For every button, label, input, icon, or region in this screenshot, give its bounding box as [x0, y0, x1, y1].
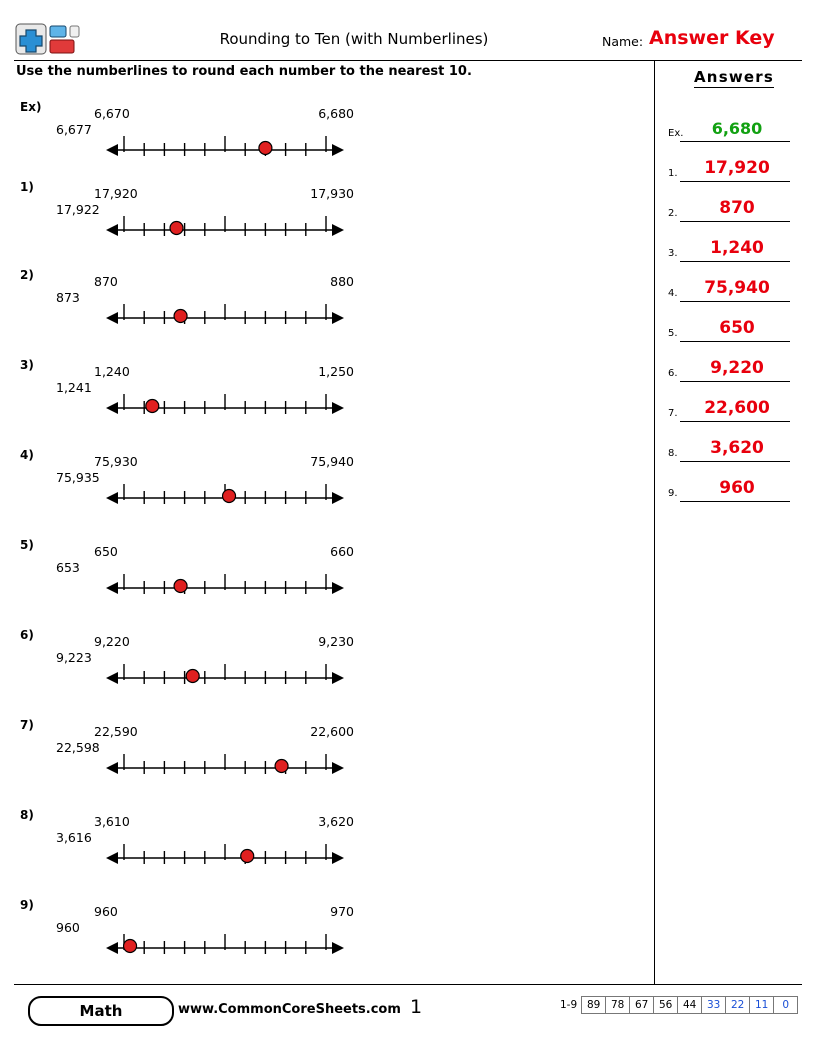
answer-number: 4.: [668, 288, 678, 299]
numberline-right-label: 1,250: [318, 364, 354, 379]
answer-underline: [680, 141, 790, 142]
number-line: [94, 186, 354, 242]
numberline-point: [275, 760, 288, 773]
numberline-left-label: 650: [94, 544, 118, 559]
numberline-right-label: 75,940: [310, 454, 354, 469]
numberline-right-label: 970: [330, 904, 354, 919]
answer-number: 2.: [668, 208, 678, 219]
numberline-left-label: 3,610: [94, 814, 130, 829]
numberline-right-label: 6,680: [318, 106, 354, 121]
answer-row: [668, 304, 790, 342]
problem-item: [18, 898, 378, 978]
answer-underline: [680, 381, 790, 382]
page-number: 1: [410, 996, 423, 1018]
numberline-axis: [94, 558, 354, 614]
answer-underline: [680, 221, 790, 222]
number-line: [94, 904, 354, 960]
number-line: [94, 454, 354, 510]
answer-row: [668, 424, 790, 462]
numberline-axis: [94, 120, 354, 176]
plus-blocks-logo-icon: [14, 22, 92, 58]
problem-value: 960: [56, 920, 80, 935]
answer-number: 3.: [668, 248, 678, 259]
numberline-point: [259, 142, 272, 155]
answer-row: [668, 264, 790, 302]
answer-value: 75,940: [704, 278, 770, 298]
scale-cell: 22: [725, 996, 749, 1014]
answer-underline: [680, 461, 790, 462]
problem-value: 75,935: [56, 470, 100, 485]
numberline-right-label: 660: [330, 544, 354, 559]
scale-cell: 33: [701, 996, 725, 1014]
problem-number: 3): [20, 358, 34, 372]
numberline-axis: [94, 288, 354, 344]
problem-item: [18, 718, 378, 798]
numberline-right-label: 880: [330, 274, 354, 289]
problem-number: 8): [20, 808, 34, 822]
scale-cell: 44: [677, 996, 701, 1014]
answer-value: 960: [719, 478, 755, 498]
numberline-right-label: 17,930: [310, 186, 354, 201]
answer-underline: [680, 341, 790, 342]
answer-value: 3,620: [710, 438, 764, 458]
problem-value: 1,241: [56, 380, 92, 395]
answer-number: 6.: [668, 368, 678, 379]
number-line: [94, 106, 354, 162]
numberline-left-label: 9,220: [94, 634, 130, 649]
answer-number: 5.: [668, 328, 678, 339]
problem-item: [18, 808, 378, 888]
number-line: [94, 634, 354, 690]
numberline-left-label: 22,590: [94, 724, 138, 739]
answer-value: 870: [719, 198, 755, 218]
problem-number: 6): [20, 628, 34, 642]
numberline-left-label: 960: [94, 904, 118, 919]
answers-heading: Answers: [694, 68, 774, 86]
problem-item: [18, 538, 378, 618]
numberline-point: [146, 400, 159, 413]
problem-item: [18, 628, 378, 708]
answer-underline: [680, 421, 790, 422]
problem-item: [18, 358, 378, 438]
answer-row: [668, 104, 790, 142]
problem-value: 9,223: [56, 650, 92, 665]
problem-value: 6,677: [56, 122, 92, 137]
answer-value: 17,920: [704, 158, 770, 178]
numberline-axis: [94, 918, 354, 974]
page-header: [14, 22, 802, 61]
answer-value: 1,240: [710, 238, 764, 258]
answer-number: 1.: [668, 168, 678, 179]
answer-underline: [680, 181, 790, 182]
subject-badge: [28, 996, 174, 1026]
problem-item: [18, 180, 378, 260]
numberline-point: [186, 670, 199, 683]
scale-cell: 0: [773, 996, 798, 1014]
number-line: [94, 814, 354, 870]
problem-item: [18, 268, 378, 348]
answer-underline: [680, 501, 790, 502]
answer-underline: [680, 261, 790, 262]
website-label: www.CommonCoreSheets.com: [178, 1002, 401, 1017]
answer-value: 22,600: [704, 398, 770, 418]
number-line: [94, 364, 354, 420]
problem-value: 17,922: [56, 202, 100, 217]
numberline-right-label: 9,230: [318, 634, 354, 649]
answer-number: 7.: [668, 408, 678, 419]
numberline-right-label: 3,620: [318, 814, 354, 829]
numberline-axis: [94, 648, 354, 704]
answer-value: 6,680: [711, 119, 763, 138]
problem-number: 1): [20, 180, 34, 194]
numberline-left-label: 17,920: [94, 186, 138, 201]
problem-number: 2): [20, 268, 34, 282]
answer-row: [668, 344, 790, 382]
numberline-axis: [94, 738, 354, 794]
scale-cell: 11: [749, 996, 773, 1014]
numberline-point: [174, 580, 187, 593]
scale-cell: 56: [653, 996, 677, 1014]
numberline-left-label: 6,670: [94, 106, 130, 121]
name-label: Name:: [602, 34, 644, 49]
instructions-text: Use the numberlines to round each number to the nearest 10.: [16, 64, 472, 79]
answer-key-label: Answer Key: [649, 27, 775, 49]
scale-cell: 67: [629, 996, 653, 1014]
problem-number: 5): [20, 538, 34, 552]
number-line: [94, 724, 354, 780]
scale-cell: 89: [581, 996, 605, 1014]
numberline-point: [124, 940, 137, 953]
scale-cell: 78: [605, 996, 629, 1014]
page-title: Rounding to Ten (with Numberlines): [219, 30, 489, 48]
answer-number: Ex.: [668, 128, 684, 139]
column-divider: [654, 60, 655, 985]
problem-value: 653: [56, 560, 80, 575]
answer-row: [668, 224, 790, 262]
numberline-left-label: 75,930: [94, 454, 138, 469]
numberline-point: [170, 222, 183, 235]
number-line: [94, 544, 354, 600]
numberline-axis: [94, 200, 354, 256]
answer-value: 9,220: [710, 358, 764, 378]
answer-value: 650: [719, 318, 755, 338]
answer-underline: [680, 301, 790, 302]
problem-value: 22,598: [56, 740, 100, 755]
footer-divider: [14, 984, 802, 985]
problem-number: 7): [20, 718, 34, 732]
answer-row: [668, 384, 790, 422]
problem-value: 3,616: [56, 830, 92, 845]
numberline-point: [223, 490, 236, 503]
answer-number: 9.: [668, 488, 678, 499]
subject-label: Math: [79, 1002, 123, 1020]
problem-number: 4): [20, 448, 34, 462]
answer-row: [668, 464, 790, 502]
numberline-left-label: 870: [94, 274, 118, 289]
answer-row: [668, 184, 790, 222]
scale-range-label: 1-9: [560, 999, 578, 1011]
number-line: [94, 274, 354, 330]
numberline-axis: [94, 468, 354, 524]
numberline-axis: [94, 378, 354, 434]
answer-number: 8.: [668, 448, 678, 459]
problem-item: [18, 448, 378, 528]
problem-number: Ex): [20, 100, 42, 114]
numberline-axis: [94, 828, 354, 884]
answer-row: [668, 144, 790, 182]
grading-scale: [560, 996, 798, 1014]
numberline-point: [174, 310, 187, 323]
numberline-right-label: 22,600: [310, 724, 354, 739]
problem-number: 9): [20, 898, 34, 912]
problem-item: [18, 100, 378, 180]
numberline-point: [241, 850, 254, 863]
problem-value: 873: [56, 290, 80, 305]
numberline-left-label: 1,240: [94, 364, 130, 379]
